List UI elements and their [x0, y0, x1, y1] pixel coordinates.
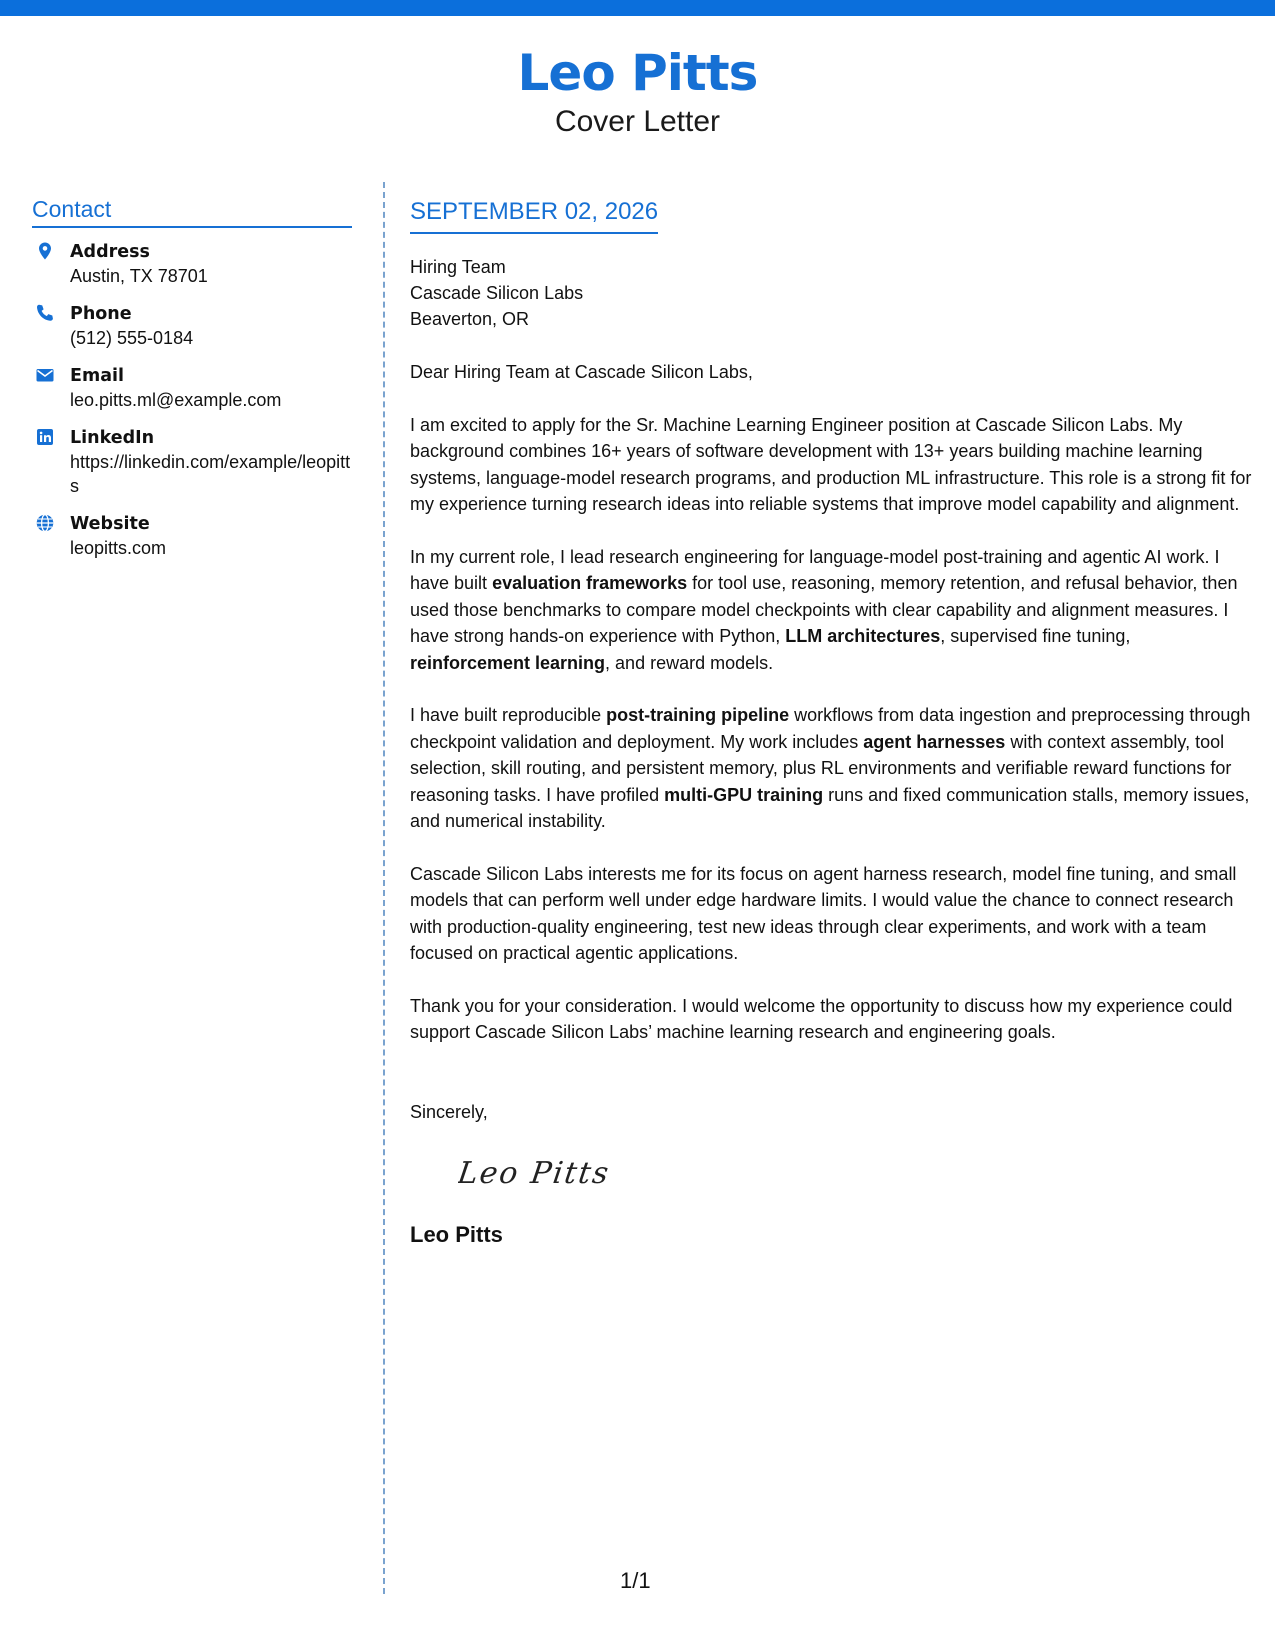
- letter-body: [410, 196, 1255, 1249]
- paragraph-text: , and reward models.: [605, 652, 774, 673]
- contact-label: Phone: [70, 304, 132, 324]
- paragraph-text: runs and fixed communication stalls, memory issues, and numerical instability.: [410, 784, 1250, 831]
- handwritten-signature: [458, 1145, 628, 1199]
- emphasized-phrase: post-training pipeline: [606, 705, 790, 725]
- phone-icon: [35, 303, 55, 323]
- recipient-line: Beaverton, OR: [410, 309, 530, 329]
- paragraph-text: , supervised fine tuning,: [940, 626, 1131, 646]
- contact-sidebar: [32, 195, 352, 574]
- top-accent-bar: [0, 0, 1275, 16]
- contact-label: Address: [70, 242, 150, 262]
- address-value: Austin, TX 78701: [70, 266, 208, 286]
- letter-paragraph: [410, 544, 1255, 677]
- recipient-line: Hiring Team: [410, 257, 506, 277]
- emphasized-phrase: reinforcement learning: [410, 652, 606, 673]
- letter-paragraph: [410, 861, 1255, 967]
- letter-date: SEPTEMBER 02, 2026: [410, 196, 658, 234]
- emphasized-phrase: evaluation frameworks: [492, 573, 688, 593]
- emphasized-phrase: agent harnesses: [863, 731, 1006, 752]
- paragraph-text: I am excited to apply for the Sr. Machine Learning Engineer position at Cascade Silicon Labs. My background combines 16+ years of software development with 13+ years building machine learning systems, language-model research programs, and production ML infrastructure. This role is a strong fit for my experience turning research ideas into reliable systems that improve model capability and alignment.: [410, 414, 1252, 514]
- contact-label: LinkedIn: [70, 428, 155, 448]
- closing: Sincerely,: [410, 1101, 488, 1122]
- contact-list: [32, 240, 352, 560]
- website-value[interactable]: leopitts.com: [70, 538, 167, 558]
- paragraph-text: for tool use, reasoning, memory retention, and refusal behavior, then used those benchmarks to compare model checkpoints with clear capability and alignment measures. I have strong hands-on experience with Python,: [410, 573, 1238, 646]
- contact-address: [32, 240, 352, 288]
- signer-name: Leo Pitts: [410, 1221, 503, 1247]
- column-divider: [383, 182, 385, 1594]
- paragraph-text: Thank you for your consideration. I would welcome the opportunity to discuss how my experience could support Cascade Silicon Labs’ machine learning research and engineering goals.: [410, 995, 1233, 1042]
- emphasized-phrase: LLM architectures: [785, 626, 941, 646]
- contact-email: [32, 364, 352, 412]
- letter-paragraph: [410, 412, 1255, 518]
- letter-paragraphs: [410, 412, 1255, 1046]
- letter-paragraph: [410, 993, 1255, 1046]
- paragraph-text: I have built reproducible: [410, 705, 607, 725]
- contact-website: [32, 512, 352, 560]
- recipient-line: Cascade Silicon Labs: [410, 283, 584, 303]
- linkedin-icon: [35, 427, 55, 447]
- linkedin-value[interactable]: https://linkedin.com/example/leopitts: [70, 452, 351, 496]
- paragraph-text: Cascade Silicon Labs interests me for its focus on agent harness research, model fine tuning, and small models that can perform well under edge hardware limits. I would value the chance to connect research with production-quality engineering, test new ideas through clear experiments, and work with a team focused on practical agentic applications.: [410, 863, 1237, 963]
- contact-phone: [32, 302, 352, 350]
- contact-heading: Contact: [32, 195, 352, 228]
- page-number: 1/1: [620, 1568, 651, 1593]
- svg-text:Leo Pitts: Leo Pitts: [458, 1156, 611, 1191]
- phone-value: (512) 555-0184: [70, 328, 194, 348]
- paragraph-text: with context assembly, tool selection, skill routing, and persistent memory, plus RL environments and verifiable reward functions for reasoning tasks. I have profiled: [410, 731, 1232, 805]
- document-header: [0, 42, 1275, 140]
- map-pin-icon: [35, 241, 55, 261]
- globe-icon: [35, 513, 55, 533]
- contact-label: Website: [70, 514, 150, 534]
- paragraph-text: workflows from data ingestion and preprocessing through checkpoint validation and deployment. My work includes: [410, 705, 1251, 752]
- applicant-name: Leo Pitts: [517, 44, 758, 102]
- document-subtitle: Cover Letter: [554, 105, 721, 138]
- contact-linkedin: [32, 426, 352, 498]
- salutation: Dear Hiring Team at Cascade Silicon Labs,: [410, 362, 753, 382]
- paragraph-text: In my current role, I lead research engineering for language-model post-training and agentic AI work. I have built: [410, 546, 1220, 593]
- emphasized-phrase: multi-GPU training: [664, 784, 824, 805]
- letter-paragraph: [410, 702, 1255, 835]
- contact-label: Email: [70, 366, 124, 386]
- email-value[interactable]: leo.pitts.ml@example.com: [70, 390, 282, 410]
- recipient-block: [410, 254, 1255, 332]
- envelope-icon: [35, 365, 55, 385]
